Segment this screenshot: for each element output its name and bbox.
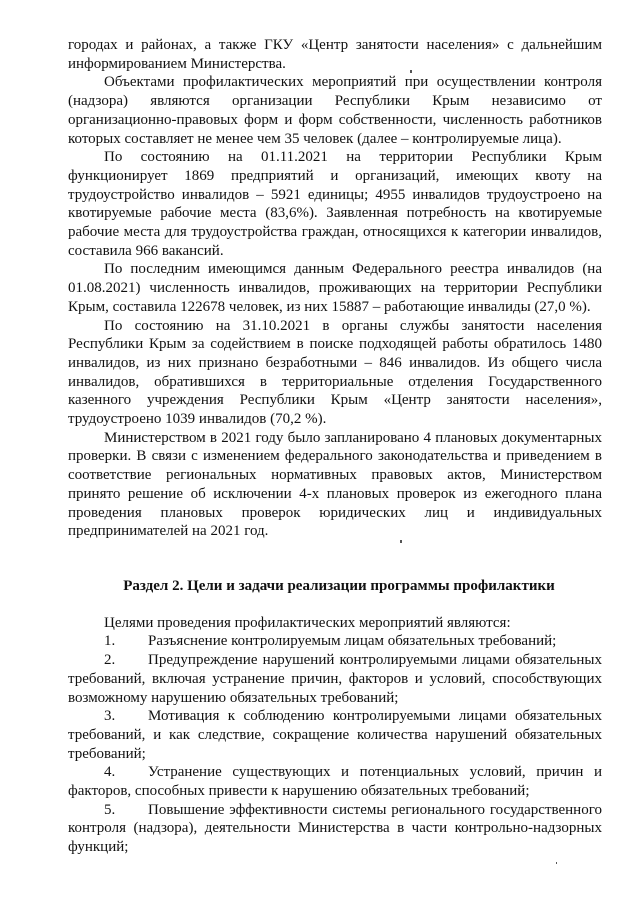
scan-speck — [556, 862, 557, 864]
goal-number: 2. — [104, 652, 116, 669]
goal-item — [68, 707, 602, 763]
goal-item — [68, 801, 602, 857]
goal-text: Предупреждение нарушений контролируемыми лицами обязательных требований, включая устранение причин, факторов и условий, способствующих возможному нарушению обязательных требований; — [68, 652, 602, 706]
section-heading: Раздел 2. Цели и задачи реализации программы профилактики — [123, 577, 555, 594]
scan-speck — [400, 540, 402, 543]
paragraph-quota-status: По состоянию на 01.11.2021 на территории Республики Крым функционирует 1869 предприятий и организаций, имеющих квоту на трудоустройство инвалидов – 5921 единицы; 4955 инвалидов трудоустроено на квотируемые рабочие места (83,6%). Заявленная потребность на квотируемые рабочие места для трудоустройства граждан, относящихся к категории инвалидов, составила 966 вакансий. — [68, 149, 602, 259]
paragraph-employment-service: По состоянию на 31.10.2021 в органы службы занятости населения Республики Крым за содействием в поиске подходящей работы обратилось 1480 инвалидов, из них признано безработными – 846 инвалидов. Из общего числа инвалидов, обратившихся в территориальные отделения Государственного казенного учреждения Республики Крым «Центр занятости населения», трудоустроено 1039 инвалидов (70,2 %). — [68, 317, 602, 428]
paragraph-planned-inspections: Министерством в 2021 году было запланировано 4 плановых документарных проверки. В связи с изменением федерального законодательства и приведением в соответствие региональных нормативных правовых актов, Министерством принято решение об исключении 4-х плановых проверок из ежегодного плана проведения плановых проверок юридических лиц и индивидуальных предпринимателей на 2021 год. — [68, 429, 602, 540]
goals-intro: Целями проведения профилактических мероприятий являются: — [104, 614, 511, 631]
paragraph-continuation: городах и районах, а также ГКУ «Центр занятости населения» с дальнейшим информированием Министерства. — [68, 37, 602, 72]
paragraph-control-objects: Объектами профилактических мероприятий при осуществлении контроля (надзора) являются организации Республики Крым независимо от организационно-правовых форм и форм собственности, численность работников которых составляет не менее чем 35 человек (далее – контролируемые лица). — [68, 74, 602, 147]
goal-text: Повышение эффективности системы регионального государственного контроля (надзора), деятельности Министерства в части контрольно-надзорных функций; — [68, 801, 602, 856]
goal-number: 4. — [104, 764, 116, 781]
section-spacer — [68, 541, 602, 577]
goal-number: 3. — [104, 708, 116, 725]
goal-text: Разъяснение контролируемым лицам обязательных требований; — [148, 633, 557, 650]
goal-number: 1. — [104, 633, 116, 650]
goal-item — [68, 651, 602, 707]
goal-number: 5. — [104, 801, 116, 818]
paragraph-federal-registry: По последним имеющимся данным Федерального реестра инвалидов (на 01.08.2021) численность инвалидов, проживающих на территории Республики Крым, составила 122678 человек, из них 15887 – работающие инвалиды (27,0 %). — [68, 261, 602, 315]
goal-item — [68, 763, 602, 800]
document-page — [68, 36, 602, 857]
goal-text: Мотивация к соблюдению контролируемыми лицами обязательных требований, и как следствие, сокращение количества нарушений обязательных требований; — [68, 708, 602, 762]
section-spacer — [68, 596, 602, 614]
goal-item — [68, 632, 602, 651]
goal-text: Устранение существующих и потенциальных условий, причин и факторов, способных привести к нарушению обязательных требований; — [68, 764, 602, 800]
scan-speck — [410, 70, 412, 73]
